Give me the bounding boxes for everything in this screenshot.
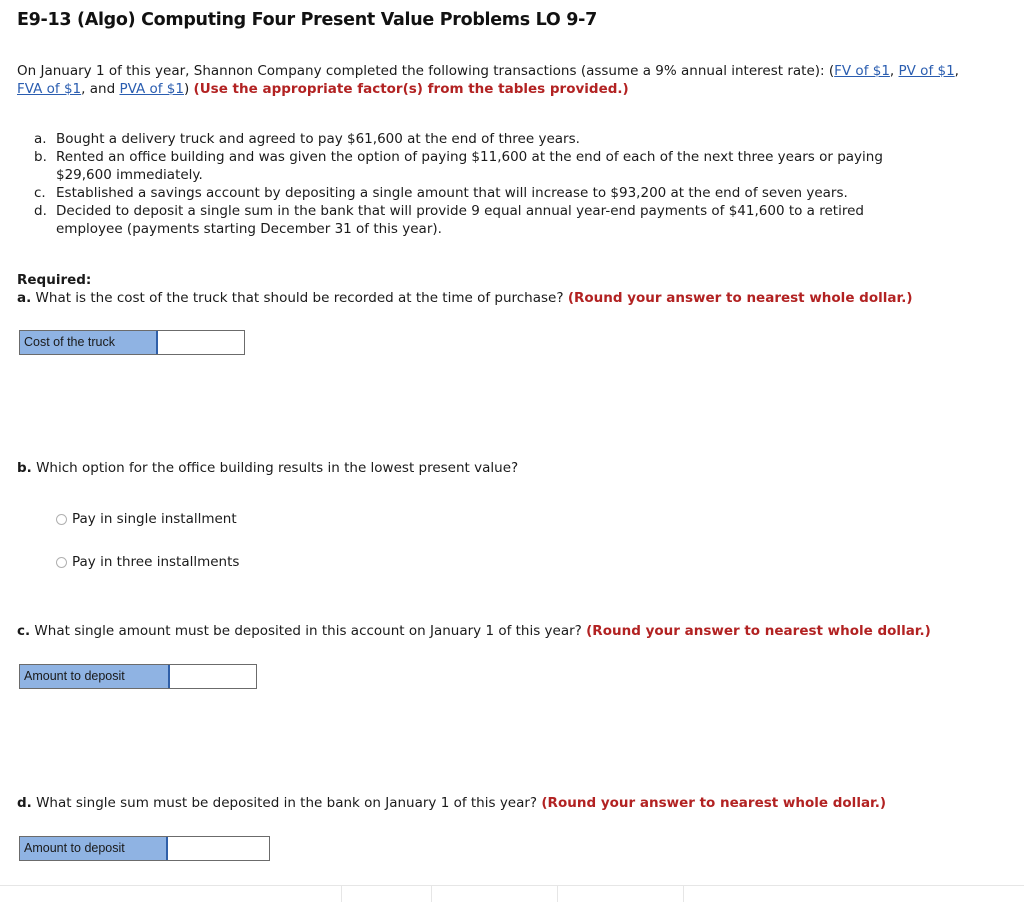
intro-sep: , — [889, 63, 899, 79]
radio-button[interactable] — [56, 514, 67, 525]
required-section — [17, 271, 913, 307]
answer-label: Amount to deposit — [20, 665, 170, 688]
option-three-installments[interactable] — [56, 554, 239, 570]
question-note: (Round your answer to nearest whole dollar.) — [567, 290, 913, 306]
link-fv-of-1[interactable]: FV of $1 — [834, 63, 890, 79]
footer-divider — [431, 886, 432, 902]
savings-deposit-input[interactable] — [170, 665, 256, 686]
footer-divider — [683, 886, 684, 902]
question-note: (Round your answer to nearest whole dollar.) — [541, 795, 887, 811]
answer-label: Amount to deposit — [20, 837, 168, 860]
question-letter: d. — [17, 795, 32, 811]
answer-row-truck-cost — [19, 330, 245, 355]
intro-paragraph — [17, 62, 977, 98]
question-text: What single sum must be deposited in the bank on January 1 of this year? — [31, 795, 542, 811]
item-letter: a. — [34, 131, 47, 147]
option-single-installment[interactable] — [56, 511, 237, 527]
question-text: Which option for the office building results in the lowest present value? — [31, 460, 519, 476]
link-fva-of-1[interactable]: FVA of $1 — [17, 81, 82, 97]
radio-button[interactable] — [56, 557, 67, 568]
intro-sep: , and — [81, 81, 120, 97]
intro-text-after: ) — [183, 81, 194, 97]
question-a — [17, 289, 913, 307]
answer-row-savings-deposit — [19, 664, 257, 689]
list-item — [34, 148, 914, 184]
item-letter: b. — [34, 149, 47, 165]
bank-deposit-input[interactable] — [168, 837, 269, 858]
intro-sep: , — [954, 63, 959, 79]
list-item — [34, 184, 914, 202]
question-letter: b. — [17, 460, 32, 476]
transaction-list — [34, 130, 914, 238]
item-text: Bought a delivery truck and agreed to pay $61,600 at the end of three years. — [56, 131, 580, 147]
question-letter: a. — [17, 290, 32, 306]
page-title: E9-13 (Algo) Computing Four Present Value Problems LO 9-7 — [17, 10, 597, 30]
item-text: Rented an office building and was given the option of paying $11,600 at the end of each of the next three years or paying $29,600 immediately. — [56, 149, 883, 183]
question-b — [17, 459, 518, 477]
item-text: Decided to deposit a single sum in the bank that will provide 9 equal annual year-end payments of $41,600 to a retired employee (payments starting December 31 of this year). — [56, 203, 864, 237]
question-d — [17, 794, 886, 812]
link-pva-of-1[interactable]: PVA of $1 — [119, 81, 184, 97]
footer-divider — [341, 886, 342, 902]
option-label[interactable]: Pay in three installments — [72, 554, 240, 570]
item-text: Established a savings account by depositing a single amount that will increase to $93,200 at the end of seven years. — [56, 185, 848, 201]
question-text: What single amount must be deposited in this account on January 1 of this year? — [30, 623, 587, 639]
intro-text: On January 1 of this year, Shannon Company completed the following transactions (assume a 9% annual interest rate): ( — [17, 63, 835, 79]
question-c — [17, 622, 931, 640]
question-note: (Round your answer to nearest whole dollar.) — [586, 623, 931, 639]
list-item — [34, 130, 914, 148]
answer-label: Cost of the truck — [20, 331, 158, 354]
intro-instruction: (Use the appropriate factor(s) from the tables provided.) — [193, 81, 629, 97]
item-letter: d. — [34, 203, 47, 219]
required-label: Required: — [17, 272, 92, 288]
question-text: What is the cost of the truck that should be recorded at the time of purchase? — [31, 290, 568, 306]
question-letter: c. — [17, 623, 31, 639]
footer-divider — [0, 885, 1024, 886]
truck-cost-input[interactable] — [158, 331, 244, 352]
list-item — [34, 202, 914, 238]
item-letter: c. — [34, 185, 46, 201]
option-label[interactable]: Pay in single installment — [72, 511, 237, 527]
link-pv-of-1[interactable]: PV of $1 — [898, 63, 955, 79]
answer-row-bank-deposit — [19, 836, 270, 861]
footer-divider — [557, 886, 558, 902]
